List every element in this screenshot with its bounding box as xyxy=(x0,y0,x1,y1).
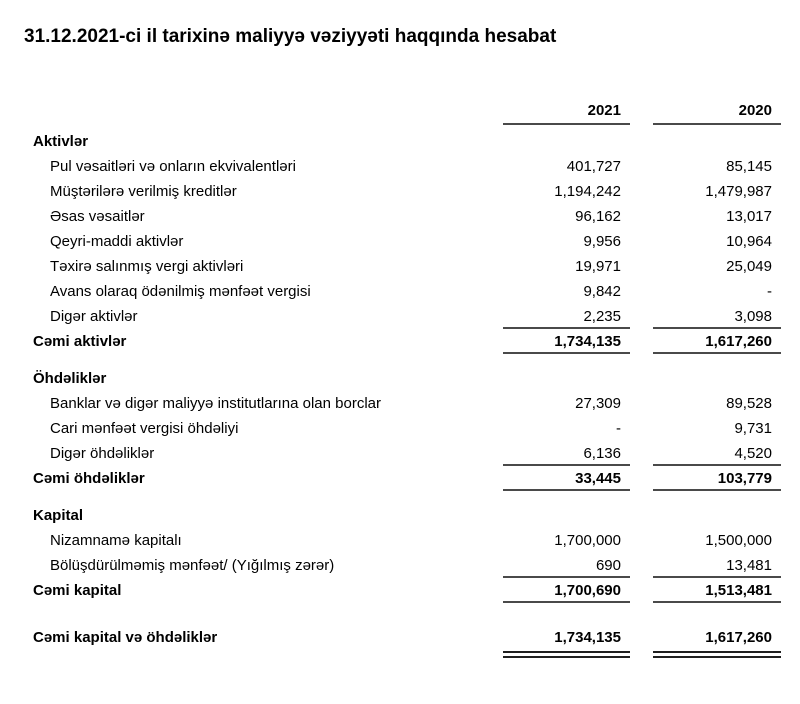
section-row xyxy=(24,129,781,154)
value-2021: 9,956 xyxy=(583,233,621,250)
spacer-row xyxy=(24,491,781,503)
value-2020: 1,617,260 xyxy=(653,625,781,658)
item-row xyxy=(24,279,781,304)
item-row xyxy=(24,229,781,254)
item-row xyxy=(24,304,781,329)
value-2021: 27,309 xyxy=(575,395,621,412)
value-2020: 9,731 xyxy=(734,420,772,437)
grand-total-row xyxy=(24,625,781,658)
value-2021: 33,445 xyxy=(503,466,630,491)
value-2020: 4,520 xyxy=(653,441,781,466)
row-label: Əsas vəsaitlər xyxy=(50,208,145,225)
row-label: Təxirə salınmış vergi aktivləri xyxy=(50,258,244,275)
row-label: Cəmi kapital və öhdəliklər xyxy=(33,629,218,646)
total-row xyxy=(24,329,781,354)
row-label: Digər öhdəliklər xyxy=(50,445,155,462)
value-2021: 96,162 xyxy=(575,208,621,225)
row-label: Cəmi öhdəliklər xyxy=(33,470,145,487)
value-2020: 1,479,987 xyxy=(705,183,772,200)
value-2021: 1,734,135 xyxy=(503,625,630,658)
item-row xyxy=(24,553,781,578)
year-column-header-2020: 2020 xyxy=(653,99,781,125)
value-2020: 103,779 xyxy=(653,466,781,491)
value-2021: 1,700,690 xyxy=(503,578,630,603)
item-row xyxy=(24,154,781,179)
spacer-row xyxy=(24,603,781,625)
item-row xyxy=(24,416,781,441)
row-label: Nizamnamə kapitalı xyxy=(50,532,182,549)
value-2020: 3,098 xyxy=(653,304,781,329)
spacer-row xyxy=(24,354,781,366)
section-row xyxy=(24,366,781,391)
value-2020: - xyxy=(767,283,772,300)
value-2020: 13,481 xyxy=(653,553,781,578)
row-label: Avans olaraq ödənilmiş mənfəət vergisi xyxy=(50,283,311,300)
value-2020: 10,964 xyxy=(726,233,772,250)
value-2020: 1,513,481 xyxy=(653,578,781,603)
section-row xyxy=(24,503,781,528)
value-2021: 1,700,000 xyxy=(554,532,621,549)
row-label: Banklar və digər maliyyə institutlarına olan borclar xyxy=(50,395,381,412)
row-label: Cari mənfəət vergisi öhdəliyi xyxy=(50,420,239,437)
value-2021: 690 xyxy=(503,553,630,578)
value-2021: 6,136 xyxy=(503,441,630,466)
row-label: Digər aktivlər xyxy=(50,308,138,325)
value-2020: 1,617,260 xyxy=(653,329,781,354)
value-2021: 1,734,135 xyxy=(503,329,630,354)
row-label: Kapital xyxy=(33,507,84,524)
value-2020: 1,500,000 xyxy=(705,532,772,549)
row-label: Cəmi aktivlər xyxy=(33,333,127,350)
report-title: 31.12.2021-ci il tarixinə maliyyə vəziyyəti haqqında hesabat xyxy=(24,26,557,47)
item-row xyxy=(24,254,781,279)
total-row xyxy=(24,578,781,603)
row-label: Pul vəsaitləri və onların ekvivalentləri xyxy=(50,158,296,175)
value-2021: - xyxy=(616,420,621,437)
value-2021: 401,727 xyxy=(566,158,621,175)
value-2021: 9,842 xyxy=(583,283,621,300)
value-2020: 13,017 xyxy=(726,208,772,225)
value-2020: 25,049 xyxy=(726,258,772,275)
row-label: Müştərilərə verilmiş kreditlər xyxy=(50,183,237,200)
year-column-header-2021: 2021 xyxy=(503,99,630,125)
row-label: Cəmi kapital xyxy=(33,582,122,599)
value-2021: 1,194,242 xyxy=(554,183,621,200)
value-2020: 89,528 xyxy=(726,395,772,412)
table-rows xyxy=(24,129,781,658)
header-label-spacer xyxy=(24,99,503,125)
row-label: Bölüşdürülməmiş mənfəət/ (Yığılmış zərər) xyxy=(50,557,335,574)
row-label: Qeyri-maddi aktivlər xyxy=(50,233,184,250)
item-row xyxy=(24,391,781,416)
item-row xyxy=(24,441,781,466)
item-row xyxy=(24,204,781,229)
column-headers-row xyxy=(24,99,781,125)
value-2020: 85,145 xyxy=(726,158,772,175)
item-row xyxy=(24,528,781,553)
balance-sheet-table xyxy=(24,99,781,658)
row-label: Öhdəliklər xyxy=(33,370,107,387)
value-2021: 2,235 xyxy=(503,304,630,329)
value-2021: 19,971 xyxy=(575,258,621,275)
row-label: Aktivlər xyxy=(33,133,89,150)
item-row xyxy=(24,179,781,204)
total-row xyxy=(24,466,781,491)
